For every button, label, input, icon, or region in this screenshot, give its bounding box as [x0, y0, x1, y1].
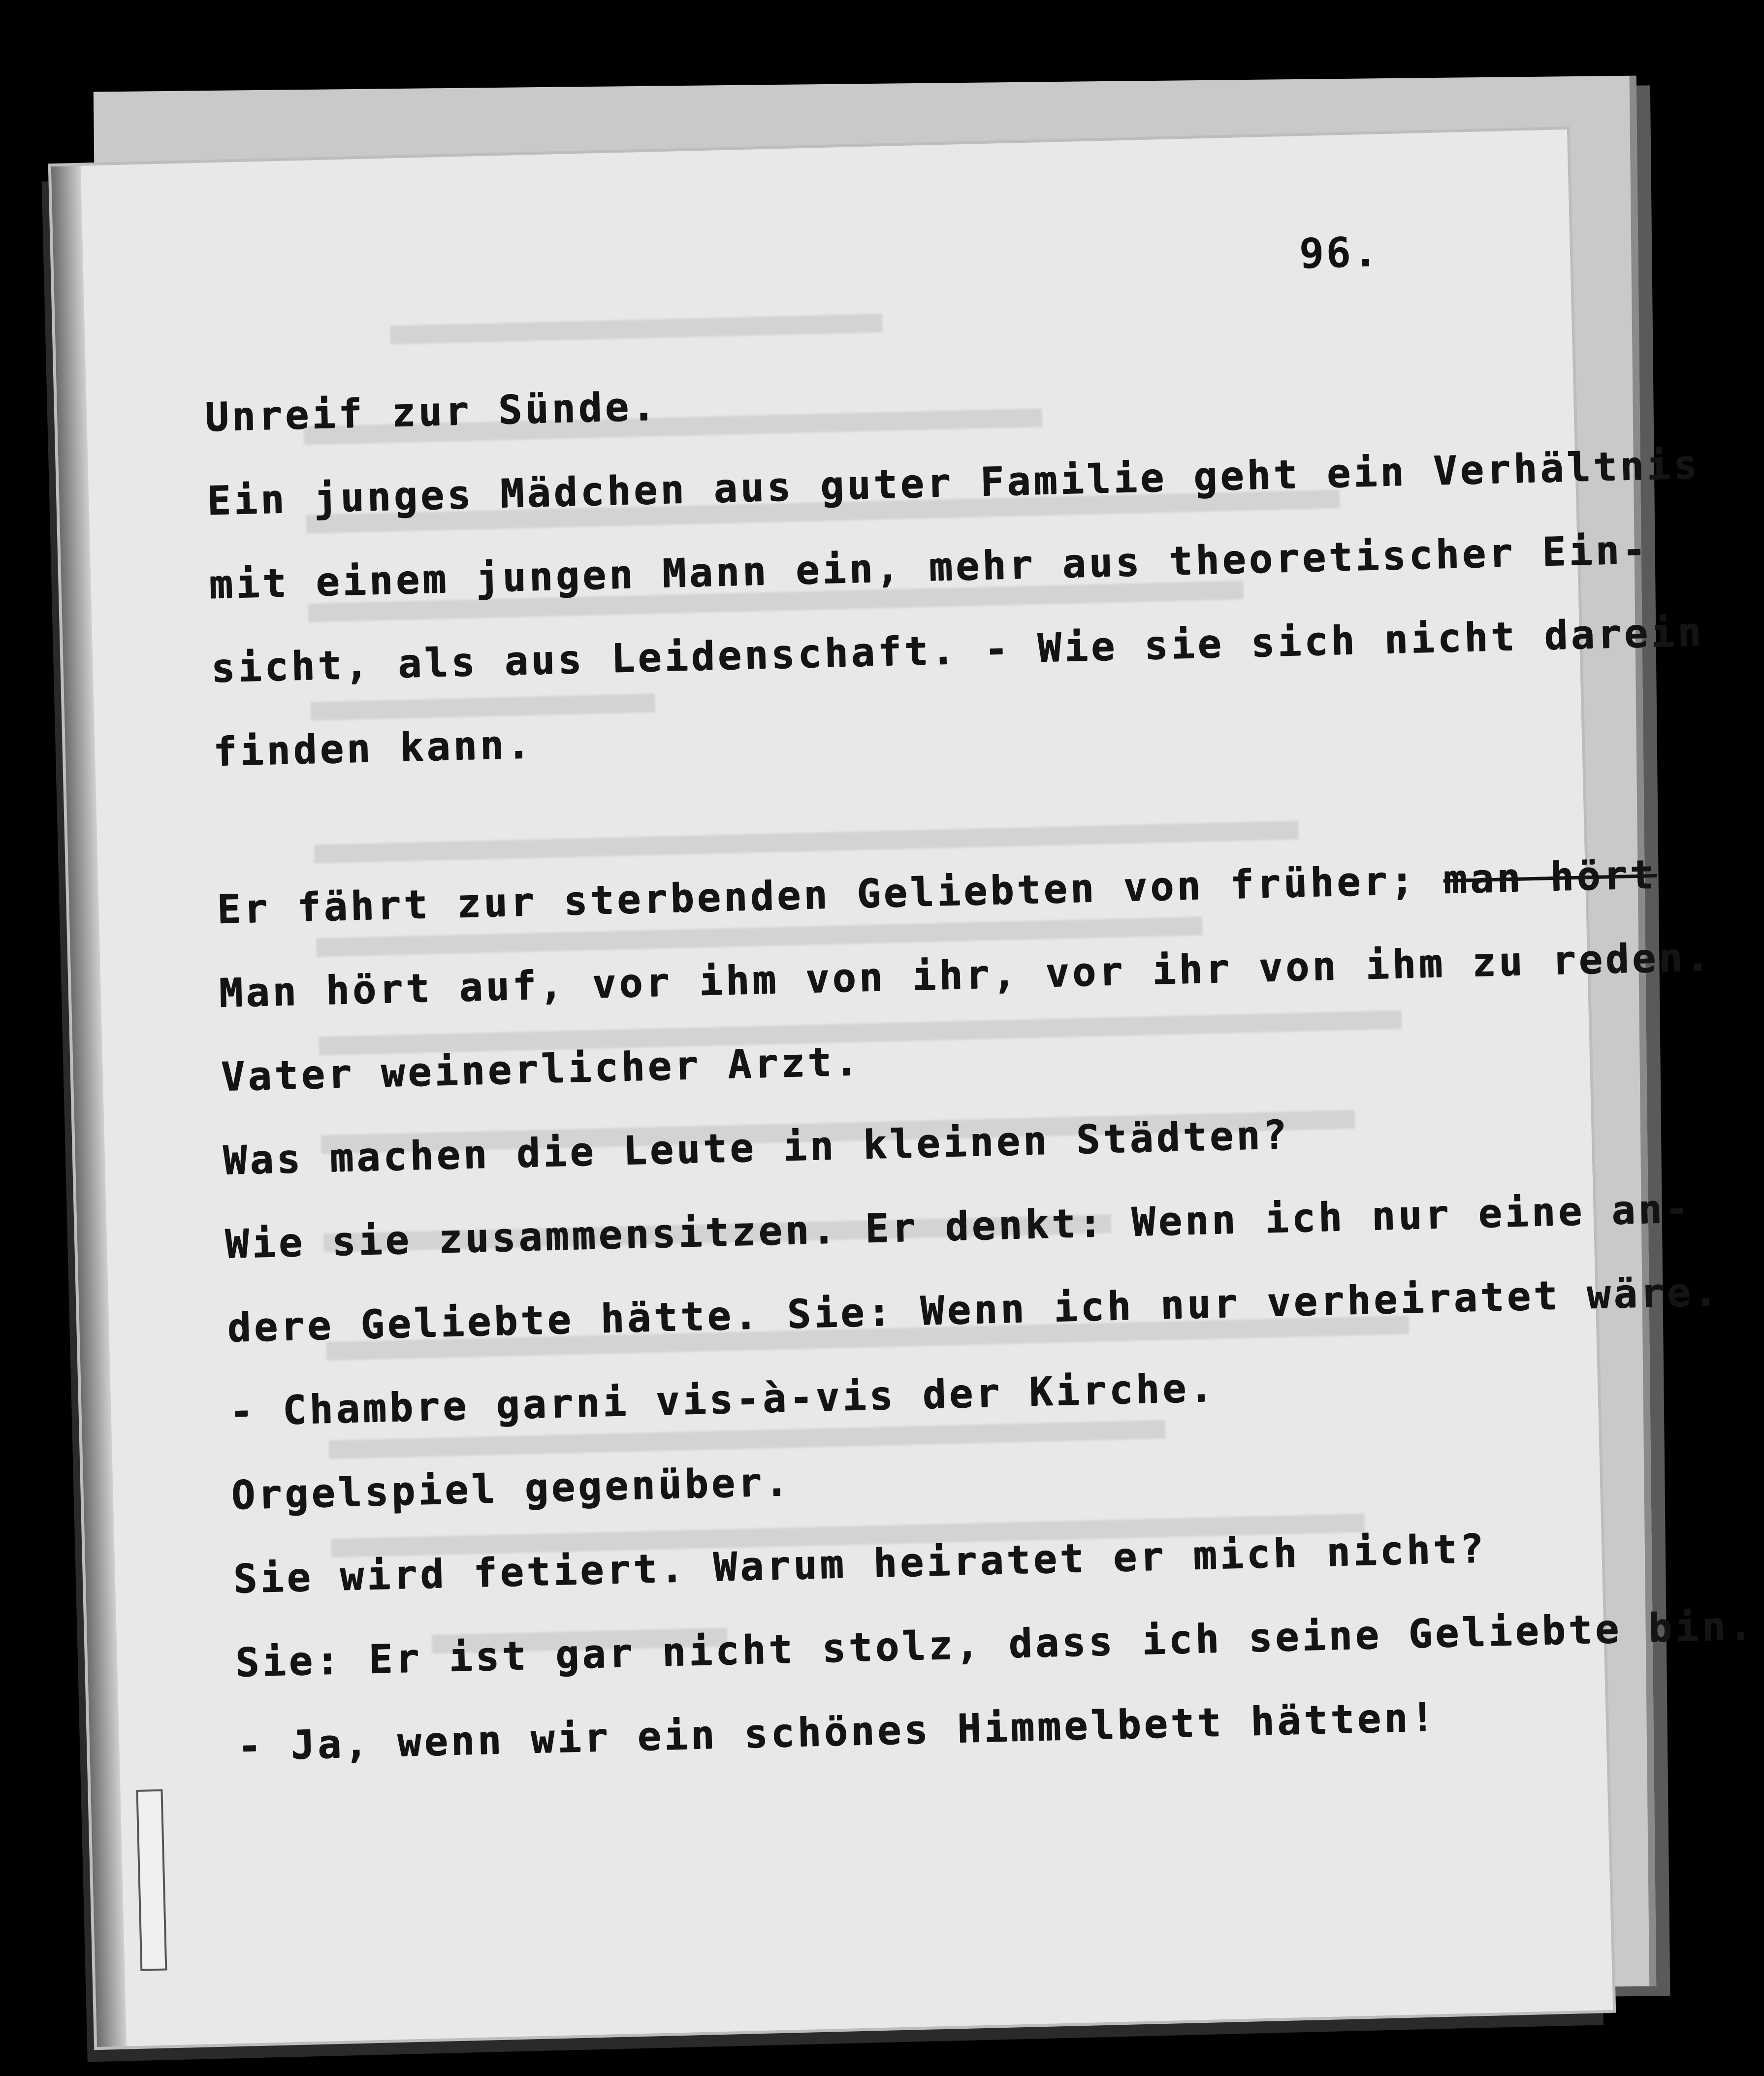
- typewritten-page: [51, 130, 1756, 2047]
- text-line-15: Sie: Er ist gar nicht stolz, dass ich seine Geliebte bin.: [235, 1602, 1756, 1686]
- text-line-8: Vater weinerlicher Arzt.: [220, 1038, 862, 1100]
- text-line-10: Wie sie zusammensitzen. Er denkt: Wenn ich nur eine an-: [225, 1185, 1692, 1267]
- binding-tab: [136, 1789, 167, 1971]
- text-line-9: Was machen die Leute in kleinen Städten?: [223, 1111, 1290, 1184]
- text-line-16: - Ja, wenn wir ein schönes Himmelbett hätten!: [237, 1694, 1438, 1769]
- text-line-13: Orgelspiel gegenüber.: [230, 1459, 792, 1519]
- text-line-12: - Chambre garni vis-à-vis der Kirche.: [228, 1364, 1217, 1435]
- page-number: 96.: [1298, 227, 1380, 278]
- text-line-5: finden kann.: [212, 721, 534, 775]
- text-line-14: Sie wird fetiert. Warum heiratet er mich nicht?: [232, 1525, 1487, 1602]
- struck-out-text: man hört: [1443, 851, 1657, 903]
- text-line-7: Man hört auf, vor ihm von ihr, vor ihr von ihm zu reden.: [218, 934, 1713, 1016]
- text-line-2: Ein junges Mädchen aus guter Familie geht ein Verhältnis: [206, 441, 1700, 524]
- text-line-11: dere Geliebte hätte. Sie: Wenn ich nur verheiratet wäre.: [226, 1268, 1721, 1351]
- text-line-4: sicht, als aus Leidenschaft. - Wie sie sich nicht darein: [210, 609, 1705, 691]
- text-line-6-main: Er fährt zur sterbenden Geliebten von früher;: [216, 857, 1417, 933]
- page-edge-shadow: [51, 166, 127, 2047]
- text-line-1: Unreif zur Sünde.: [204, 383, 659, 440]
- text-line-3: mit einem jungen Mann ein, mehr aus theoretischer Ein-: [208, 526, 1649, 608]
